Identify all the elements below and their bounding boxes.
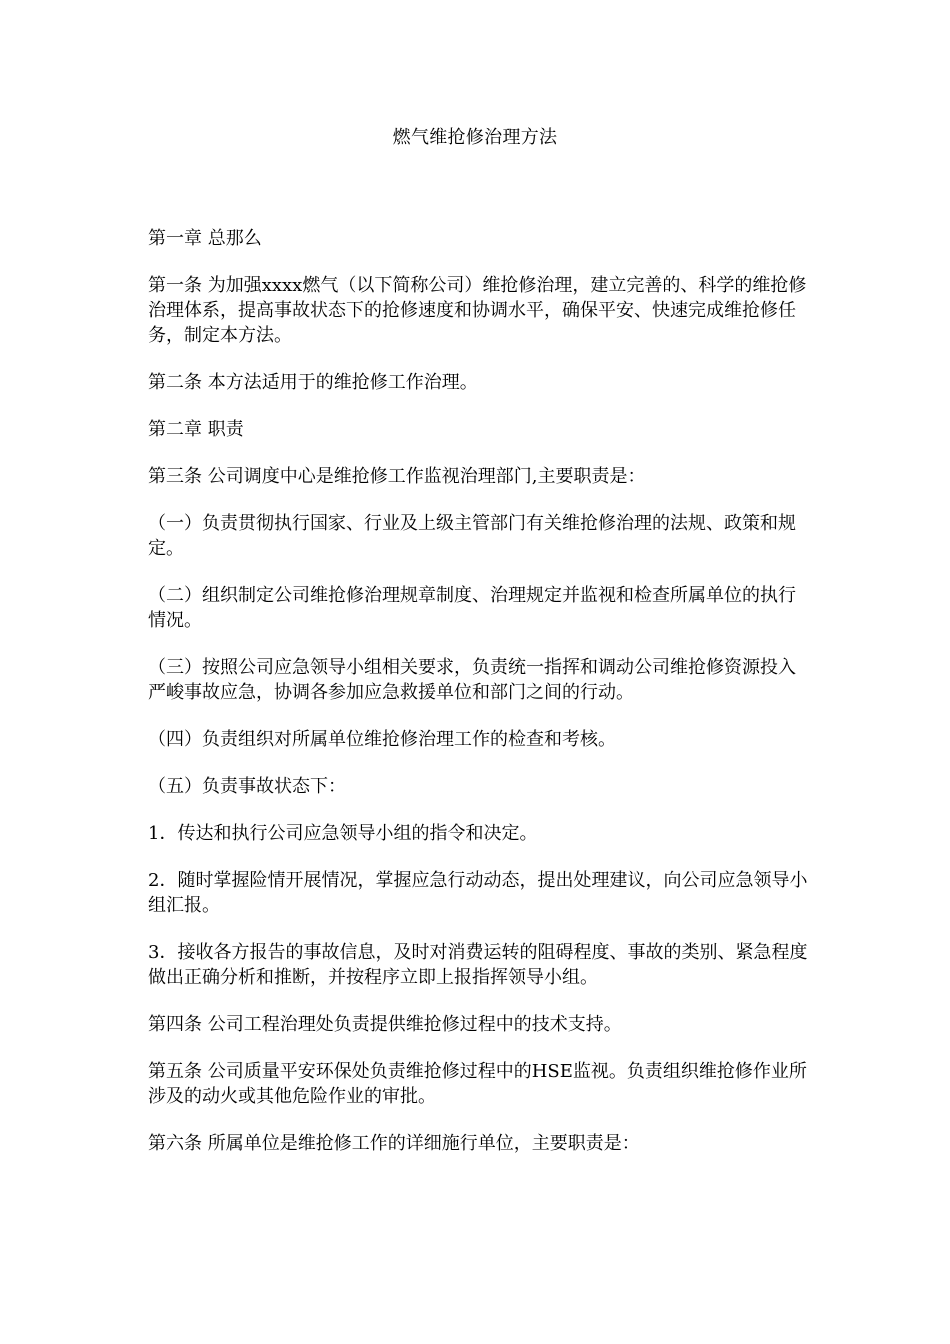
list-item: （四）负责组织对所属单位维抢修治理工作的检查和考核。	[148, 729, 616, 750]
article-paragraph: 第二条 本方法适用于的维抢修工作治理。	[148, 372, 478, 393]
numbered-item: 3．接收各方报告的事故信息，及时对消费运转的阻碍程度、事故的类别、紧急程度做出正确分析和推断，并按程序立即上报指挥领导小组。	[148, 942, 808, 988]
article-paragraph: 第六条 所属单位是维抢修工作的详细施行单位，主要职责是：	[148, 1133, 640, 1154]
list-item: （五）负责事故状态下：	[148, 776, 346, 797]
document-title: 燃气维抢修治理方法	[392, 127, 558, 148]
article-paragraph: 第三条 公司调度中心是维抢修工作监视治理部门,主要职责是：	[148, 466, 646, 487]
numbered-item: 1．传达和执行公司应急领导小组的指令和决定。	[148, 823, 538, 844]
article-paragraph: 第一条 为加强xxxx燃气（以下简称公司）维抢修治理，建立完善的、科学的维抢修治理体系，提高事故状态下的抢修速度和协调水平，确保平安、快速完成维抢修任务，制定本方法。	[148, 275, 807, 346]
chapter-heading: 第一章 总那么	[148, 228, 262, 249]
article-paragraph: 第五条 公司质量平安环保处负责维抢修过程中的HSE监视。负责组织维抢修作业所涉及的动火或其他危险作业的审批。	[148, 1061, 807, 1107]
list-item: （一）负责贯彻执行国家、行业及上级主管部门有关维抢修治理的法规、政策和规定。	[148, 513, 796, 559]
list-item: （三）按照公司应急领导小组相关要求，负责统一指挥和调动公司维抢修资源投入严峻事故应急，协调各参加应急救援单位和部门之间的行动。	[148, 657, 796, 703]
list-item: （二）组织制定公司维抢修治理规章制度、治理规定并监视和检查所属单位的执行情况。	[148, 585, 796, 631]
chapter-heading: 第二章 职责	[148, 419, 244, 440]
article-paragraph: 第四条 公司工程治理处负责提供维抢修过程中的技术支持。	[148, 1014, 622, 1035]
numbered-item: 2．随时掌握险情开展情况，掌握应急行动动态，提出处理建议，向公司应急领导小组汇报。	[148, 870, 808, 916]
document-body	[148, 226, 808, 1178]
